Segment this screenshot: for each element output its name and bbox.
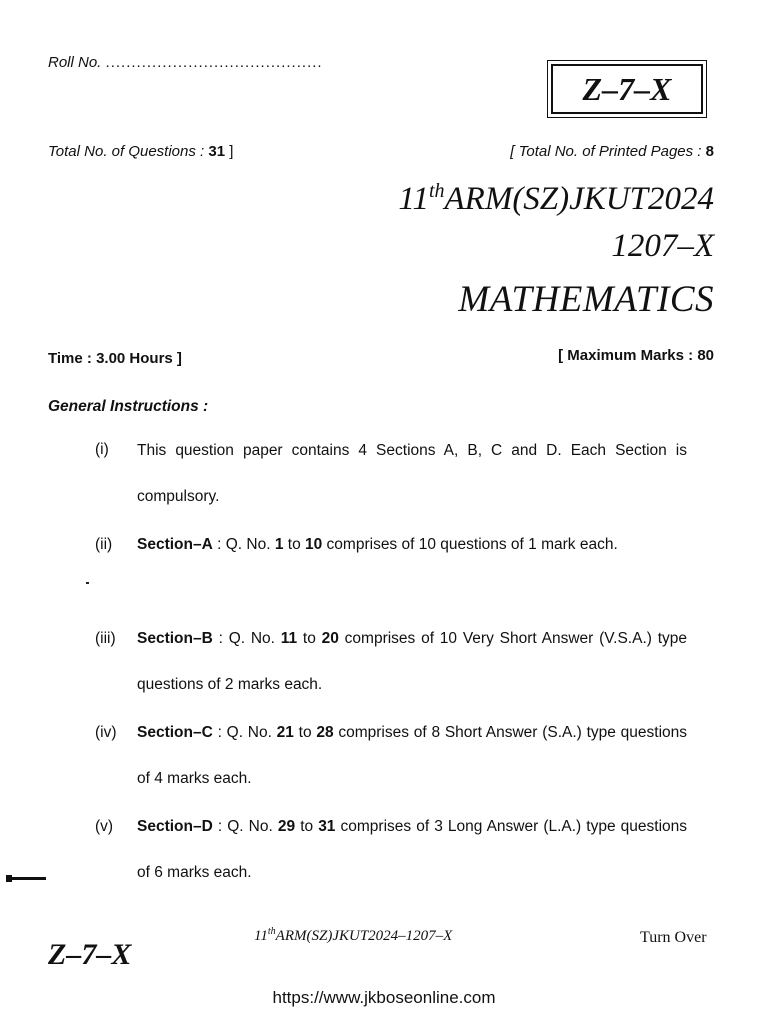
footer-rest: ARM(SZ)JKUT2024–1207–X bbox=[275, 928, 453, 944]
subject-title: MATHEMATICS bbox=[458, 279, 714, 320]
question-to: 20 bbox=[321, 630, 339, 647]
footer-sup: th bbox=[267, 926, 276, 937]
footer-paper-code: Z–7–X bbox=[48, 938, 132, 971]
instruction-item: This question paper contains 4 Sections A, B, C and D. Each Section is compulsory. bbox=[137, 442, 687, 505]
margin-line-mark-end bbox=[6, 875, 12, 882]
section-name: Section–A bbox=[137, 536, 213, 553]
instruction-text: to bbox=[293, 724, 317, 741]
exam-title-prefix: 11 bbox=[398, 181, 429, 217]
exam-title-sup: th bbox=[428, 180, 445, 202]
printed-pages-value: 8 bbox=[705, 143, 714, 160]
instruction-item bbox=[137, 522, 687, 568]
margin-line-mark bbox=[8, 877, 46, 880]
instruction-number: (v) bbox=[95, 818, 114, 835]
instruction-item bbox=[137, 710, 687, 802]
instruction-number: (iv) bbox=[95, 724, 117, 741]
total-questions-value: 31 bbox=[208, 143, 226, 160]
source-url: https://www.jkboseonline.com bbox=[272, 988, 496, 1007]
instruction-text: comprises of 8 Short Answer (S.A.) type questions of 4 marks each. bbox=[137, 724, 688, 787]
time-allowed: Time : 3.00 Hours ] bbox=[48, 350, 182, 367]
question-from: 29 bbox=[277, 818, 296, 835]
question-to: 31 bbox=[318, 818, 336, 835]
instruction-text: to bbox=[297, 630, 322, 647]
instruction-item bbox=[137, 616, 687, 708]
exam-title-rest: ARM(SZ)JKUT2024 bbox=[444, 181, 714, 217]
instruction-number: (ii) bbox=[95, 536, 113, 553]
question-from: 21 bbox=[276, 724, 294, 741]
instruction-text: : Q. No. bbox=[212, 818, 278, 835]
instruction-text: : Q. No. bbox=[212, 536, 275, 553]
instruction-text: comprises of 3 Long Answer (L.A.) type questions of 6 marks each. bbox=[137, 818, 687, 881]
instruction-number: (i) bbox=[95, 441, 109, 458]
instruction-text: to bbox=[283, 536, 305, 553]
instruction-number: (iii) bbox=[95, 630, 116, 647]
question-to: 28 bbox=[316, 724, 334, 741]
section-name: Section–C bbox=[137, 724, 213, 741]
instruction-text: comprises of 10 questions of 1 mark each. bbox=[322, 536, 618, 553]
instruction-text: to bbox=[295, 818, 319, 835]
section-name: Section–D bbox=[137, 818, 213, 835]
instructions-heading: General Instructions : bbox=[48, 398, 209, 415]
instruction-text: comprises of 10 Very Short Answer (V.S.A.) type questions of 2 marks each. bbox=[137, 630, 687, 693]
roll-number-field bbox=[48, 54, 323, 71]
total-questions-label: Total No. of Questions : bbox=[48, 143, 205, 160]
scan-artifact bbox=[86, 582, 89, 584]
printed-pages bbox=[510, 143, 714, 160]
printed-pages-label: [ Total No. of Printed Pages : bbox=[510, 143, 702, 160]
exam-title bbox=[398, 180, 714, 218]
section-name: Section–B bbox=[137, 630, 213, 647]
footer-prefix: 11 bbox=[254, 928, 268, 944]
maximum-marks: [ Maximum Marks : 80 bbox=[558, 347, 714, 364]
instruction-text: : Q. No. bbox=[212, 724, 277, 741]
question-from: 11 bbox=[280, 630, 298, 647]
instruction-item bbox=[137, 804, 687, 896]
paper-number: 1207–X bbox=[611, 228, 714, 264]
paper-code: Z–7–X bbox=[551, 64, 703, 114]
total-questions: Total No. of Questions : 31 ] bbox=[48, 143, 234, 160]
turn-over-label: Turn Over bbox=[640, 929, 707, 946]
roll-label: Roll No. bbox=[48, 54, 102, 71]
paper-code-box bbox=[547, 60, 707, 118]
question-from: 1 bbox=[274, 536, 284, 553]
question-to: 10 bbox=[305, 536, 323, 553]
instruction-text: : Q. No. bbox=[212, 630, 281, 647]
roll-dots: .......................................... bbox=[105, 54, 323, 71]
footer-paper-id bbox=[254, 926, 452, 945]
